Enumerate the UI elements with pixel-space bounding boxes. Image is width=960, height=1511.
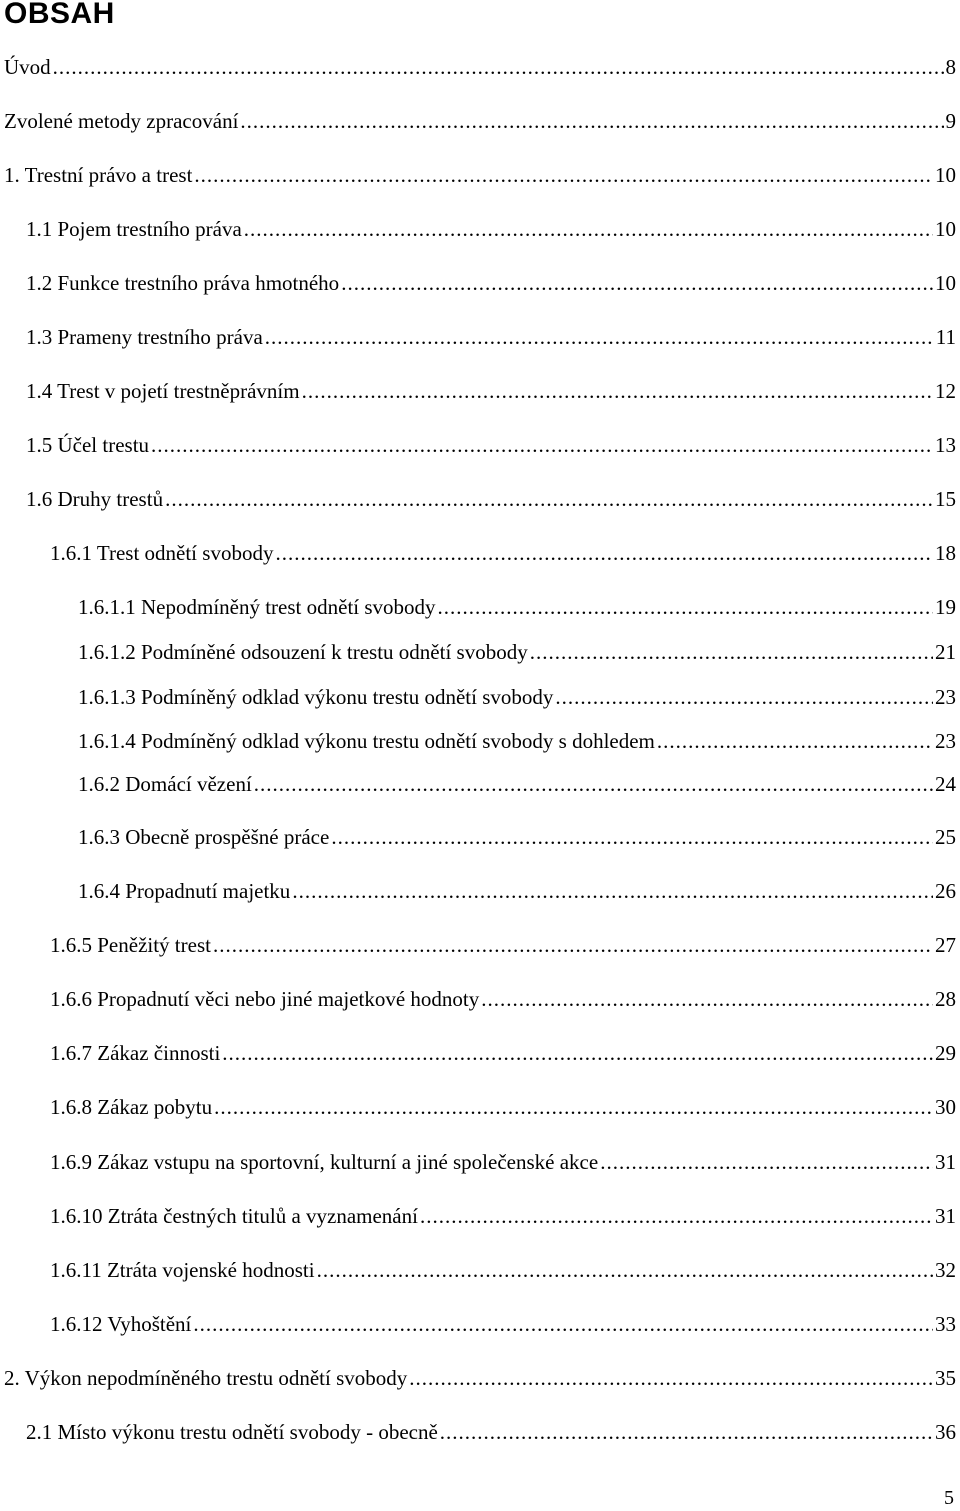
toc-entry-page: 9 bbox=[945, 109, 956, 133]
toc-entry-page: 36 bbox=[935, 1420, 956, 1444]
toc-entry-page: 26 bbox=[935, 879, 956, 903]
toc-entry-page: 29 bbox=[935, 1041, 956, 1065]
toc-entry-label: Zvolené metody zpracování bbox=[4, 109, 239, 133]
toc-entry-page: 32 bbox=[935, 1258, 956, 1282]
toc-entry-page: 12 bbox=[935, 379, 956, 403]
toc-entry-label: 2. Výkon nepodmíněného trestu odnětí svobody bbox=[4, 1366, 408, 1390]
toc-entry-label: 1.6.5 Peněžitý trest bbox=[50, 933, 211, 957]
dot-leader bbox=[657, 727, 933, 755]
toc-entry-1-6-8[interactable] bbox=[50, 1093, 956, 1121]
dot-leader bbox=[600, 1148, 933, 1176]
toc-entry-1-6-7[interactable] bbox=[50, 1039, 956, 1067]
dot-leader bbox=[222, 1039, 933, 1067]
dot-leader bbox=[481, 985, 933, 1013]
dot-leader bbox=[275, 539, 933, 567]
dot-leader bbox=[214, 1093, 933, 1121]
toc-entry-label: 1.6.2 Domácí vězení bbox=[78, 772, 252, 796]
dot-leader bbox=[438, 593, 933, 621]
toc-entry-label: 1.6.7 Zákaz činnosti bbox=[50, 1041, 221, 1065]
toc-entry-label: 1.6.9 Zákaz vstupu na sportovní, kulturní a jiné společenské akce bbox=[50, 1150, 599, 1174]
dot-leader bbox=[302, 377, 933, 405]
toc-entry-label: 1.6.4 Propadnutí majetku bbox=[78, 879, 291, 903]
dot-leader bbox=[292, 877, 933, 905]
toc-entry-page: 19 bbox=[935, 595, 956, 619]
toc-entry-1-6-2[interactable] bbox=[78, 770, 956, 798]
toc-entry-label: 1.1 Pojem trestního práva bbox=[26, 217, 242, 241]
toc-entry-1-5[interactable] bbox=[26, 431, 956, 459]
toc-entry-1-6-12[interactable] bbox=[50, 1310, 956, 1338]
dot-leader bbox=[530, 638, 933, 666]
toc-entry-2-1[interactable] bbox=[26, 1418, 956, 1446]
toc-entry-2[interactable] bbox=[4, 1364, 956, 1392]
toc-entry-1-1[interactable] bbox=[26, 215, 956, 243]
toc-entry-page: 30 bbox=[935, 1095, 956, 1119]
toc-entry-page: 8 bbox=[945, 55, 956, 79]
toc-entry-label: 1.6.11 Ztráta vojenské hodnosti bbox=[50, 1258, 315, 1282]
dot-leader bbox=[420, 1202, 933, 1230]
toc-entry-label: 1.6.1.2 Podmíněné odsouzení k trestu odnětí svobody bbox=[78, 640, 528, 664]
toc-entry-1-6-5[interactable] bbox=[50, 931, 956, 959]
dot-leader bbox=[317, 1256, 933, 1284]
toc-entry-label: 2.1 Místo výkonu trestu odnětí svobody - obecně bbox=[26, 1420, 438, 1444]
toc-entry-label: 1.6.6 Propadnutí věci nebo jiné majetkové hodnoty bbox=[50, 987, 480, 1011]
toc-entry-page: 23 bbox=[935, 685, 956, 709]
toc-entry-label: 1.6.1.1 Nepodmíněný trest odnětí svobody bbox=[78, 595, 436, 619]
toc-entry-1-6-3[interactable] bbox=[78, 823, 956, 851]
dot-leader bbox=[265, 323, 934, 351]
toc-entry-label: 1.6.10 Ztráta čestných titulů a vyznamenání bbox=[50, 1204, 418, 1228]
toc-entry-page: 31 bbox=[935, 1150, 956, 1174]
toc-entry-page: 33 bbox=[935, 1312, 956, 1336]
toc-entry-label: 1.5 Účel trestu bbox=[26, 433, 150, 457]
toc-entry-1-2[interactable] bbox=[26, 269, 956, 297]
toc-entry-1-6[interactable] bbox=[26, 485, 956, 513]
toc-entry-page: 15 bbox=[935, 487, 956, 511]
toc-entry-1-6-6[interactable] bbox=[50, 985, 956, 1013]
toc-entry-1-3[interactable] bbox=[26, 323, 956, 351]
toc-entry-label: 1.6.8 Zákaz pobytu bbox=[50, 1095, 213, 1119]
toc-entry-page: 31 bbox=[935, 1204, 956, 1228]
toc-entry-1-6-1-2[interactable] bbox=[78, 638, 956, 666]
dot-leader bbox=[165, 485, 933, 513]
toc-entry-page: 25 bbox=[935, 825, 956, 849]
toc-entry-1-6-1-3[interactable] bbox=[78, 683, 956, 711]
toc-entry-page: 11 bbox=[935, 325, 956, 349]
toc-entry-label: 1.2 Funkce trestního práva hmotného bbox=[26, 271, 340, 295]
dot-leader bbox=[341, 269, 933, 297]
dot-leader bbox=[240, 107, 943, 135]
dot-leader bbox=[555, 683, 933, 711]
toc-entry-1-6-1-1[interactable] bbox=[78, 593, 956, 621]
dot-leader bbox=[193, 1310, 933, 1338]
dot-leader bbox=[151, 431, 933, 459]
toc-entry-page: 10 bbox=[935, 271, 956, 295]
toc-entry-1-6-11[interactable] bbox=[50, 1256, 956, 1284]
toc-entry-1-4[interactable] bbox=[26, 377, 956, 405]
toc-entry-page: 13 bbox=[935, 433, 956, 457]
toc-entry-label: 1.6.1 Trest odnětí svobody bbox=[50, 541, 274, 565]
toc-entry-zvolene-metody[interactable] bbox=[4, 107, 956, 135]
toc-entry-label: 1.4 Trest v pojetí trestněprávním bbox=[26, 379, 300, 403]
toc-entry-uvod[interactable] bbox=[4, 53, 956, 81]
toc-entry-page: 18 bbox=[935, 541, 956, 565]
toc-entry-label: 1. Trestní právo a trest bbox=[4, 163, 193, 187]
toc-entry-1-6-4[interactable] bbox=[78, 877, 956, 905]
dot-leader bbox=[213, 931, 933, 959]
toc-entry-label: 1.6 Druhy trestů bbox=[26, 487, 164, 511]
toc-entry-label: 1.6.3 Obecně prospěšné práce bbox=[78, 825, 330, 849]
dot-leader bbox=[244, 215, 933, 243]
toc-entry-page: 10 bbox=[935, 217, 956, 241]
toc-entry-1[interactable] bbox=[4, 161, 956, 189]
toc-entry-page: 23 bbox=[935, 729, 956, 753]
toc-entry-label: Úvod bbox=[4, 55, 51, 79]
dot-leader bbox=[331, 823, 933, 851]
toc-entry-1-6-1-4[interactable] bbox=[78, 727, 956, 755]
toc-entry-label: 1.6.12 Vyhoštění bbox=[50, 1312, 192, 1336]
toc-entry-label: 1.6.1.3 Podmíněný odklad výkonu trestu odnětí svobody bbox=[78, 685, 554, 709]
dot-leader bbox=[409, 1364, 933, 1392]
toc-entry-1-6-10[interactable] bbox=[50, 1202, 956, 1230]
toc-entry-label: 1.6.1.4 Podmíněný odklad výkonu trestu odnětí svobody s dohledem bbox=[78, 729, 655, 753]
page-number: 5 bbox=[944, 1487, 954, 1509]
toc-entry-1-6-1[interactable] bbox=[50, 539, 956, 567]
toc-entry-page: 10 bbox=[935, 163, 956, 187]
toc-entry-page: 27 bbox=[935, 933, 956, 957]
toc-entry-page: 24 bbox=[935, 772, 956, 796]
toc-entry-page: 28 bbox=[935, 987, 956, 1011]
dot-leader bbox=[53, 53, 944, 81]
dot-leader bbox=[194, 161, 933, 189]
page-title: OBSAH bbox=[4, 0, 115, 30]
dot-leader bbox=[254, 770, 933, 798]
toc-entry-page: 35 bbox=[935, 1366, 956, 1390]
toc-entry-page: 21 bbox=[935, 640, 956, 664]
toc-entry-1-6-9[interactable] bbox=[50, 1148, 956, 1176]
toc-entry-label: 1.3 Prameny trestního práva bbox=[26, 325, 263, 349]
dot-leader bbox=[440, 1418, 933, 1446]
